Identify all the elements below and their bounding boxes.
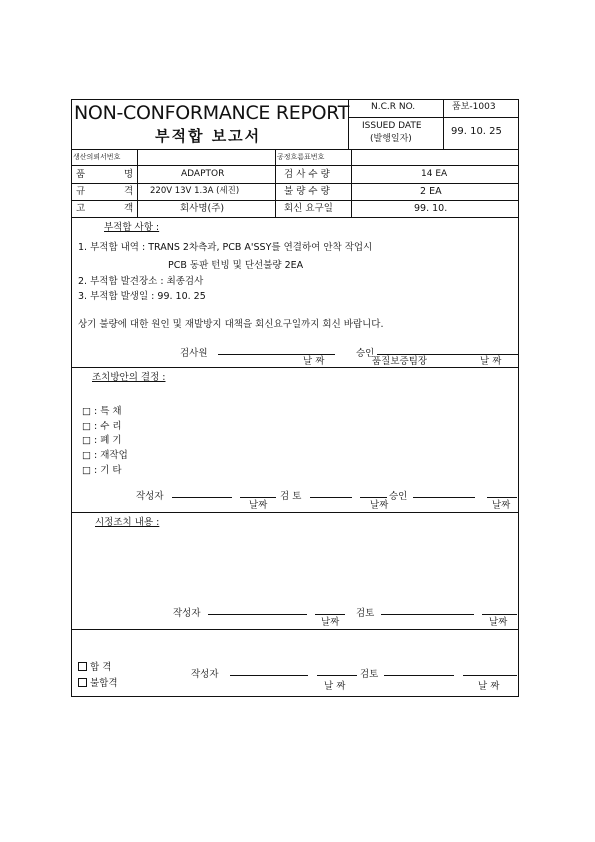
info-top-line [71,149,519,150]
pass-label: 합 격 [90,662,112,673]
result-author-date-line [317,675,357,676]
inspect-qty-value: 14 EA [421,169,448,179]
result-date-label-1: 날 짜 [324,681,346,692]
info-bottom-line [71,217,519,218]
spec-label-a: 규 [76,186,86,197]
corrective-review-line [381,614,474,615]
reply-date-label: 회신 요구일 [284,203,333,214]
pass-checkbox[interactable] [78,662,87,671]
nonconformance-line-3: 3. 부적합 발생일 : 99. 10. 25 [78,291,206,302]
approval-label: 승인 [356,348,375,359]
prod-request-label: 생산의뢰서번호 [73,153,121,161]
disposition-review-label: 검 토 [280,491,302,502]
result-date-label-2: 날 짜 [478,681,500,692]
issued-date-value: 99. 10. 25 [451,126,502,137]
defect-qty-label: 불 량 수 량 [284,186,330,197]
defect-qty-value: 2 EA [420,186,442,197]
nonconformance-heading: 부적합 사항 : [104,222,160,233]
corrective-date-label-1: 날짜 [321,617,340,628]
disposition-author-date-line [240,497,276,498]
disposition-approval-line [413,497,475,498]
section-divider-1 [71,367,519,368]
disposition-author-label: 작성자 [136,491,164,502]
customer-label-b: 객 [124,203,134,214]
product-name-value: ADAPTOR [181,169,225,179]
disposition-option-repair: □ : 수 리 [82,421,122,432]
disposition-option-scrap: □ : 폐 기 [82,435,122,446]
issued-date-label: ISSUED DATE [362,121,422,131]
nonconformance-line-1b: PCB 동판 턴빙 및 단선불량 2EA [168,260,304,271]
section-divider-2 [71,512,519,513]
disposition-review-line [310,497,352,498]
nonconformance-line-1: 1. 부적합 내역 : TRANS 2차측과, PCB A'SSY를 연결하여 안착 작업시 [78,242,373,253]
disposition-date-label-3: 날짜 [492,500,511,511]
disposition-approval-date-line [487,497,517,498]
title-korean: 부적합 보고서 [155,127,262,145]
header-hline [348,117,519,118]
spec-value: 220V 13V 1.3A (세진) [150,186,240,196]
info-line-1 [71,165,519,166]
result-author-line [230,675,308,676]
corrective-heading: 시정조치 내용 : [95,517,160,528]
disposition-approval-label: 승인 [389,491,408,502]
disposition-date-label-1: 날짜 [249,500,268,511]
product-name-label-b: 명 [124,169,134,180]
disposition-date-label-2: 날짜 [370,500,389,511]
corrective-review-date-line [482,614,517,615]
pass-option [78,662,111,673]
fail-label: 불합격 [90,678,118,689]
disposition-review-date-line [360,497,387,498]
result-review-line [384,675,454,676]
info-col-3 [351,149,352,217]
approver-title: 품질보증팀장 [372,356,428,367]
reply-request-text: 상기 불량에 대한 원인 및 재발방지 대책을 회신요구일까지 회신 바랍니다. [78,319,384,330]
info-line-2 [71,183,519,184]
approval-signature-line [377,354,518,355]
header-divider-2 [443,99,444,149]
disposition-option-rework: □ : 재작업 [82,450,128,461]
info-col-2 [275,149,276,217]
corrective-date-label-2: 날짜 [489,617,508,628]
spec-label-b: 격 [124,186,134,197]
title-english: NON-CONFORMANCE REPORT [74,102,350,124]
result-review-label: 검토 [360,669,379,680]
ncr-no-value: 품보-1003 [452,102,496,112]
result-review-date-line [463,675,517,676]
disposition-author-line [172,497,232,498]
reply-date-value: 99. 10. [414,203,448,214]
product-name-label-a: 품 [76,169,86,180]
info-line-3 [71,200,519,201]
customer-value: 회사명(주) [180,203,225,214]
disposition-option-special: □ : 특 채 [82,406,122,417]
inspector-signature-line [218,354,335,355]
approval-date-label: 날 짜 [480,356,502,367]
disposition-option-other: □ : 기 타 [82,465,122,476]
inspect-qty-label: 검 사 수 량 [284,169,330,180]
inspector-label: 검사원 [180,348,208,359]
corrective-author-date-line [315,614,345,615]
issued-date-label-ko: (발행일자) [370,134,412,144]
disposition-heading: 조치방안의 결정 : [92,372,166,383]
corrective-author-label: 작성자 [173,608,201,619]
corrective-author-line [208,614,307,615]
fail-checkbox[interactable] [78,678,87,687]
section-divider-3 [71,629,519,630]
result-author-label: 작성자 [191,669,219,680]
nonconformance-line-2: 2. 부적합 발견장소 : 최종검사 [78,276,204,287]
process-ticket-label: 공정흐름표번호 [277,153,325,161]
ncr-no-label: N.C.R NO. [371,102,416,112]
corrective-review-label: 검토 [356,608,375,619]
inspector-date-label: 날 짜 [303,356,325,367]
customer-label-a: 고 [76,203,86,214]
fail-option [78,678,118,689]
info-col-1 [137,149,138,217]
